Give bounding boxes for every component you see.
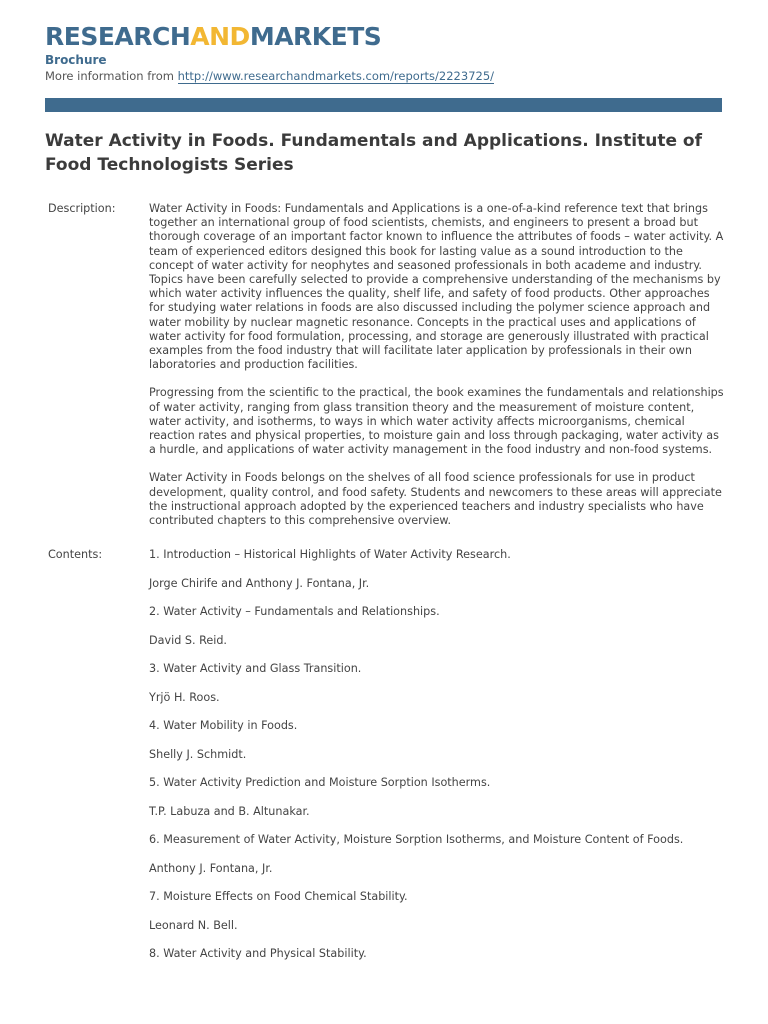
logo-text-research: RESEARCH [45, 22, 191, 51]
report-url-link[interactable]: http://www.researchandmarkets.com/reports/2223725/ [177, 69, 495, 83]
contents-item: 1. Introduction – Historical Highlights of Water Activity Research. [149, 548, 511, 561]
contents-item: Anthony J. Fontana, Jr. [149, 861, 273, 875]
contents-item: 8. Water Activity and Physical Stability. [149, 947, 367, 960]
description-text [149, 202, 724, 542]
contents-item: Shelly J. Schmidt. [149, 747, 247, 761]
contents-item: T.P. Labuza and B. Altunakar. [149, 804, 310, 818]
contents-item: Yrjö H. Roos. [149, 690, 220, 704]
contents-item: David S. Reid. [149, 633, 227, 647]
contents-label: Contents: [48, 548, 103, 561]
contents-item: Jorge Chirife and Anthony J. Fontana, Jr. [149, 576, 370, 590]
research-and-markets-logo [45, 22, 381, 52]
more-info-line [45, 69, 494, 84]
description-paragraph: Progressing from the scientific to the practical, the book examines the fundamentals and relationships of water activity, ranging from glass transition theory and the measurement of moisture content, water activity, and isotherms, to ways in which water activity affects microorganisms, chemical reaction rates and physical properties, to moisture gain and loss through packaging, water activity as a hurdle, and applications of water activity management in the food industry and non-food systems. [149, 386, 724, 457]
contents-item: 6. Measurement of Water Activity, Moisture Sorption Isotherms, and Moisture Content of Foods. [149, 833, 684, 846]
header-divider-bar [45, 98, 722, 112]
more-info-prefix: More information from [45, 69, 178, 83]
contents-item: 3. Water Activity and Glass Transition. [149, 662, 362, 675]
contents-item: 4. Water Mobility in Foods. [149, 719, 298, 732]
contents-list [149, 548, 724, 976]
brochure-label: Brochure [45, 53, 107, 67]
contents-item: 2. Water Activity – Fundamentals and Relationships. [149, 605, 440, 618]
description-label: Description: [48, 202, 116, 215]
logo-text-and: AND [190, 22, 250, 51]
description-paragraph: Water Activity in Foods belongs on the shelves of all food science professionals for use in product development, quality control, and food safety. Students and newcomers to these areas will appreciate the instructional approach adopted by the experienced teachers and industry specialists who have contributed chapters to this comprehensive overview. [149, 471, 722, 528]
logo-text-markets: MARKETS [249, 22, 382, 51]
contents-item: 7. Moisture Effects on Food Chemical Stability. [149, 890, 408, 903]
description-paragraph: Water Activity in Foods: Fundamentals and Applications is a one-of-a-kind reference text that brings together an international group of food scientists, chemists, and engineers to present a broad but thorough coverage of an important factor known to influence the attributes of foods – water activity. A team of experienced editors designed this book for lasting value as a sound introduction to the concept of water activity for neophytes and seasoned professionals in both academe and industry. Topics have been carefully selected to provide a comprehensive understanding of the mechanisms by which water activity influences the quality, shelf life, and safety of food products. Other approaches for studying water relations in foods are also discussed including the polymer science approach and water mobility by nuclear magnetic resonance. Concepts in the practical uses and applications of water activity for food formulation, processing, and storage are generously illustrated with practical examples from the food industry that will facilitate later application by professionals in their own laboratories and production facilities. [149, 202, 724, 372]
page-title: Water Activity in Foods. Fundamentals and Applications. Institute of Food Technologists Series [45, 131, 702, 175]
contents-item: 5. Water Activity Prediction and Moisture Sorption Isotherms. [149, 776, 491, 789]
contents-item: Leonard N. Bell. [149, 918, 238, 932]
